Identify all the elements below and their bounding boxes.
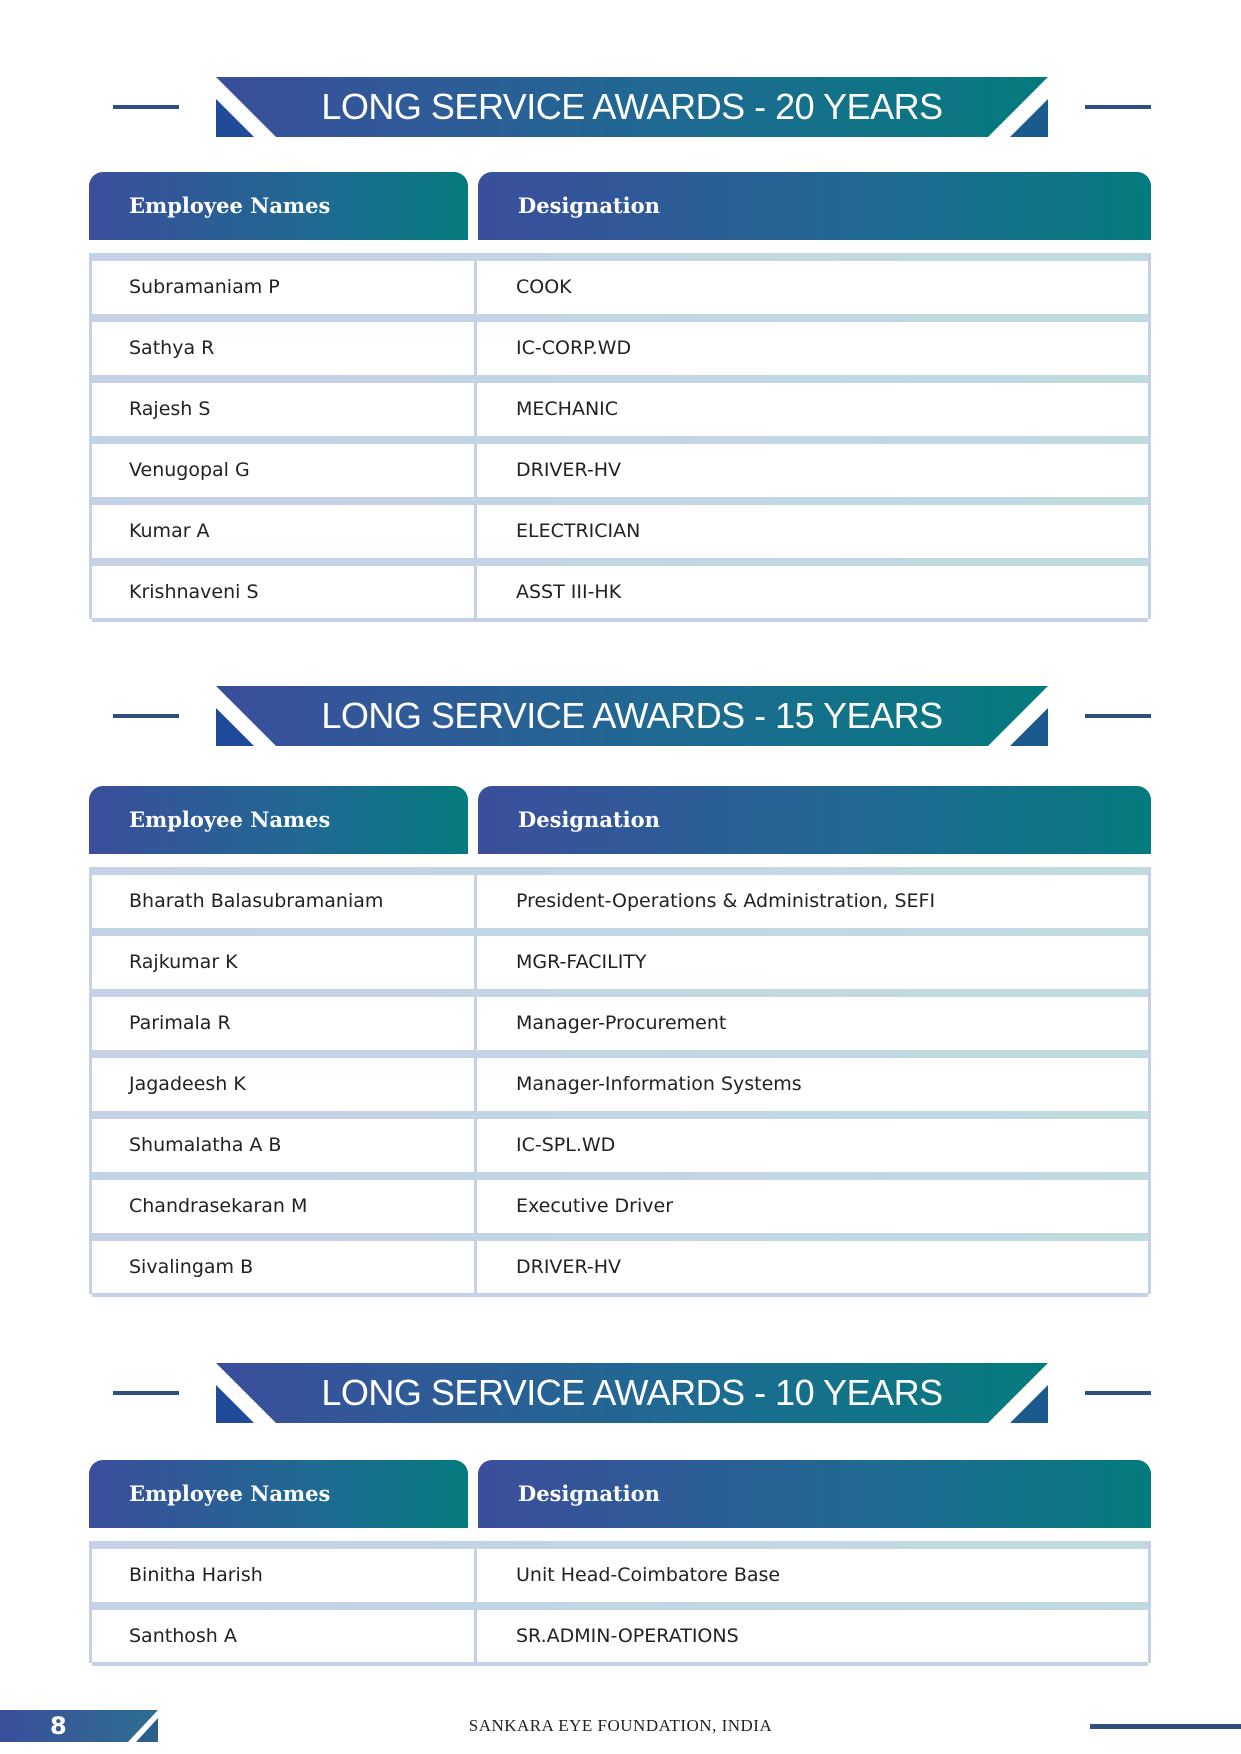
employee-name: Chandrasekaran M [129, 1195, 308, 1217]
designation: Manager-Procurement [516, 1012, 727, 1034]
designation: MECHANIC [516, 398, 619, 420]
column-header-employee-names: Employee Names [89, 1460, 468, 1528]
table-row [92, 497, 1148, 558]
employee-name: Subramaniam P [129, 276, 280, 298]
table-row [92, 436, 1148, 497]
employee-name: Venugopal G [129, 459, 250, 481]
footer-rule [1090, 1724, 1241, 1729]
table-row [92, 1602, 1148, 1663]
table-row [92, 1172, 1148, 1233]
table-header [89, 172, 1151, 240]
table-row [92, 928, 1148, 989]
table-row [92, 867, 1148, 928]
table-row [92, 989, 1148, 1050]
banner-right-rule [1085, 1391, 1151, 1395]
employee-name: Shumalatha A B [129, 1134, 282, 1156]
column-header-designation: Designation [478, 786, 1151, 854]
banner-left-rule [113, 714, 179, 718]
table-header [89, 1460, 1151, 1528]
designation: Manager-Information Systems [516, 1073, 802, 1095]
employee-name: Santhosh A [129, 1625, 237, 1647]
section-title: LONG SERVICE AWARDS - 10 YEARS [321, 1372, 943, 1413]
designation: COOK [516, 276, 572, 298]
banner-left-rule [113, 1391, 179, 1395]
table-row [92, 314, 1148, 375]
section-banner-15-years [0, 686, 1241, 746]
table-row [92, 375, 1148, 436]
page-number: 8 [50, 1712, 67, 1740]
designation: DRIVER-HV [516, 1256, 622, 1278]
table-bottom-rule [92, 1293, 1148, 1297]
employee-name: Binitha Harish [129, 1564, 263, 1586]
designation: ASST III-HK [516, 581, 622, 603]
table-body [89, 867, 1151, 1294]
employee-name: Parimala R [129, 1012, 231, 1034]
table-row [92, 1050, 1148, 1111]
designation: President-Operations & Administration, SEFI [516, 890, 936, 912]
table-row [92, 1111, 1148, 1172]
table-bottom-rule [92, 618, 1148, 622]
designation: Executive Driver [516, 1195, 674, 1217]
employee-name: Sivalingam B [129, 1256, 254, 1278]
column-header-designation: Designation [478, 172, 1151, 240]
employee-name: Rajkumar K [129, 951, 238, 973]
table-row [92, 1233, 1148, 1294]
designation: MGR-FACILITY [516, 951, 647, 973]
table-row [92, 253, 1148, 314]
employee-name: Krishnaveni S [129, 581, 259, 603]
designation: DRIVER-HV [516, 459, 622, 481]
designation: ELECTRICIAN [516, 520, 641, 542]
employee-name: Kumar A [129, 520, 210, 542]
column-header-designation: Designation [478, 1460, 1151, 1528]
table-header [89, 786, 1151, 854]
column-header-employee-names: Employee Names [89, 172, 468, 240]
table-bottom-rule [92, 1662, 1148, 1666]
section-banner-20-years [0, 77, 1241, 137]
table-row [92, 558, 1148, 619]
table-body [89, 253, 1151, 619]
footer-organization: SANKARA EYE FOUNDATION, INDIA [468, 1716, 773, 1735]
employee-name: Rajesh S [129, 398, 211, 420]
banner-left-rule [113, 105, 179, 109]
banner-right-rule [1085, 714, 1151, 718]
section-title: LONG SERVICE AWARDS - 15 YEARS [321, 695, 943, 736]
designation: SR.ADMIN-OPERATIONS [516, 1625, 739, 1647]
banner-right-rule [1085, 105, 1151, 109]
section-banner-10-years [0, 1363, 1241, 1423]
designation: IC-CORP.WD [516, 337, 632, 359]
employee-name: Bharath Balasubramaniam [129, 890, 384, 912]
employee-name: Jagadeesh K [129, 1073, 246, 1095]
table-body [89, 1541, 1151, 1663]
column-header-employee-names: Employee Names [89, 786, 468, 854]
table-row [92, 1541, 1148, 1602]
designation: IC-SPL.WD [516, 1134, 616, 1156]
section-title: LONG SERVICE AWARDS - 20 YEARS [321, 86, 943, 127]
employee-name: Sathya R [129, 337, 215, 359]
designation: Unit Head-Coimbatore Base [516, 1564, 781, 1586]
